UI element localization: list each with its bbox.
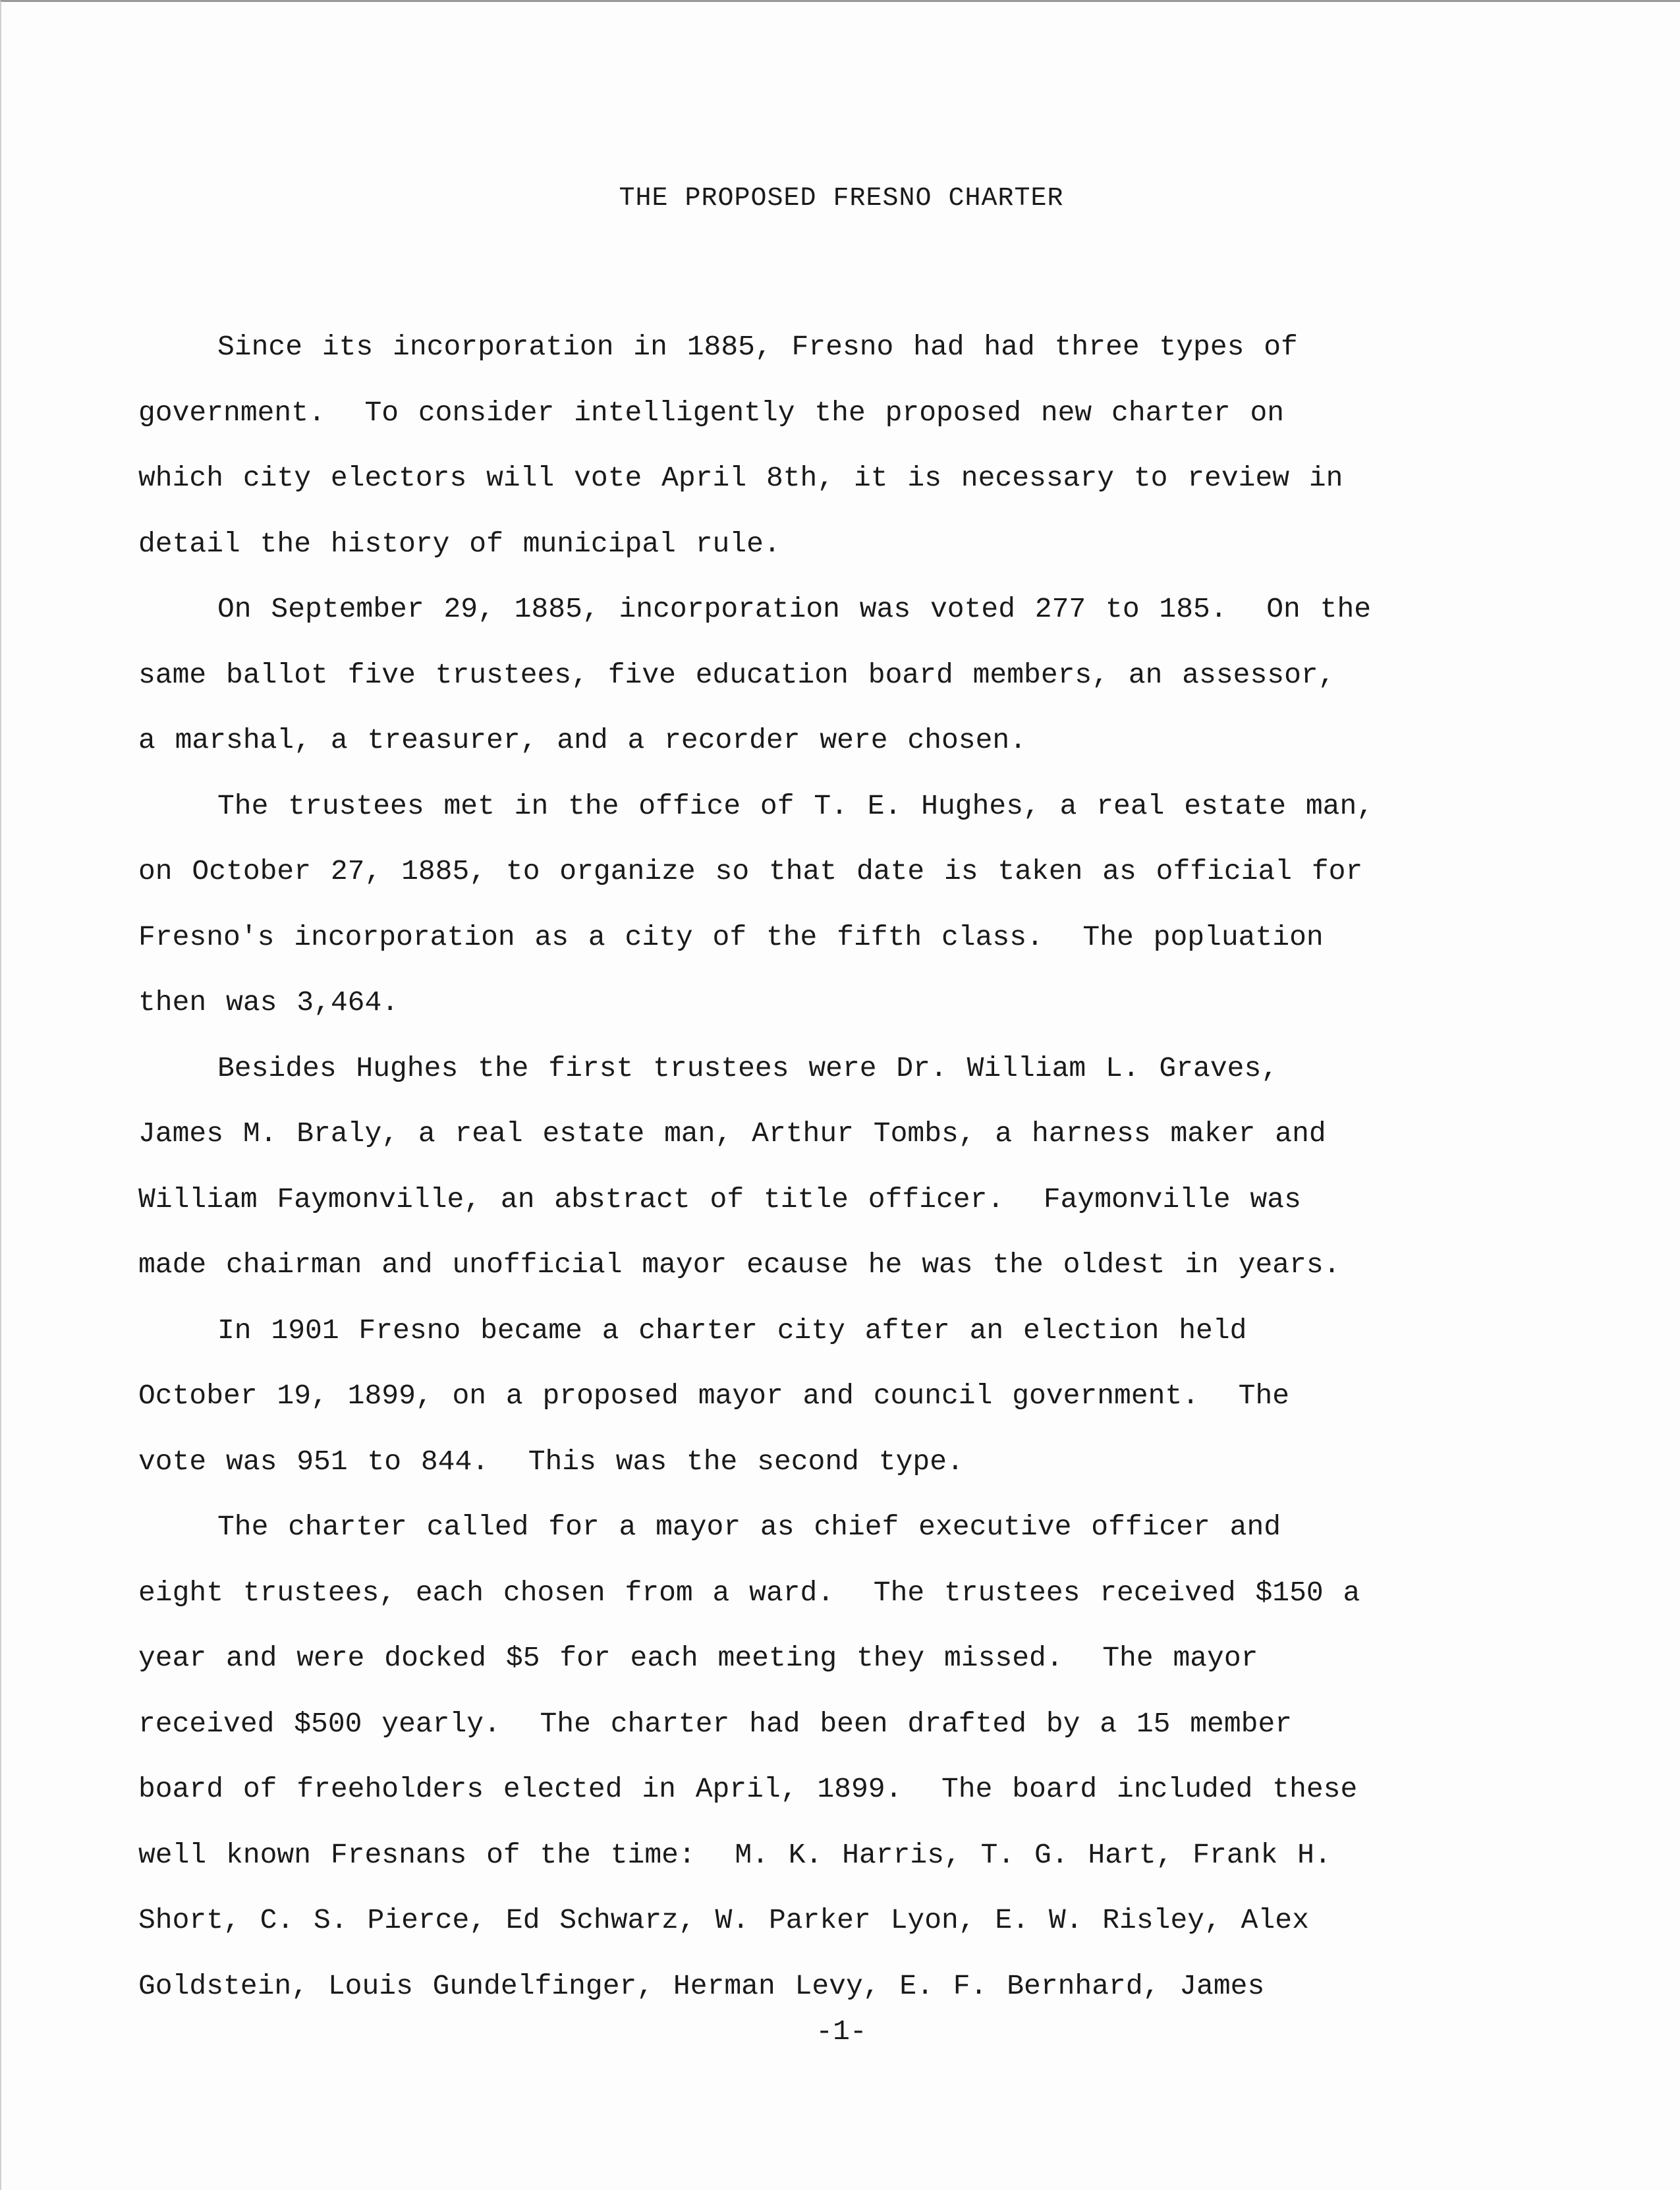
text-line: Since its incorporation in 1885, Fresno had had three types of: [217, 331, 1298, 363]
paragraph-2: [138, 576, 1548, 773]
text-line: detail the history of municipal rule.: [138, 527, 781, 560]
document-body: [138, 314, 1548, 2019]
text-line: received $500 yearly. The charter had been drafted by a 15 member: [138, 1707, 1293, 1740]
text-line: The charter called for a mayor as chief executive officer and: [217, 1511, 1281, 1543]
text-line: government. To consider intelligently the proposed new charter on: [138, 396, 1285, 429]
text-line: On September 29, 1885, incorporation was voted 277 to 185. On the: [217, 593, 1372, 625]
text-line: Goldstein, Louis Gundelfinger, Herman Levy, E. F. Bernhard, James: [138, 1969, 1265, 2002]
paragraph-3: [138, 773, 1548, 1036]
page-number: -1-: [816, 2015, 867, 2048]
text-line: October 19, 1899, on a proposed mayor and council government. The: [138, 1380, 1290, 1412]
text-line: In 1901 Fresno became a charter city after an election held: [217, 1314, 1247, 1347]
text-line: The trustees met in the office of T. E. Hughes, a real estate man,: [217, 789, 1374, 822]
paragraph-1: [138, 314, 1548, 576]
text-line: William Faymonville, an abstract of title officer. Faymonville was: [138, 1183, 1301, 1216]
text-line: made chairman and unofficial mayor ecause he was the oldest in years.: [138, 1249, 1341, 1281]
text-line: Short, C. S. Pierce, Ed Schwarz, W. Parker Lyon, E. W. Risley, Alex: [138, 1904, 1309, 1936]
text-line: same ballot five trustees, five education board members, an assessor,: [138, 658, 1335, 691]
paragraph-6: [138, 1494, 1548, 2019]
text-line: Besides Hughes the first trustees were Dr. William L. Graves,: [217, 1052, 1279, 1084]
text-line: James M. Braly, a real estate man, Arthur Tombs, a harness maker and: [138, 1117, 1326, 1150]
paragraph-5: [138, 1298, 1548, 1495]
text-line: Fresno's incorporation as a city of the fifth class. The popluation: [138, 920, 1324, 953]
document-title: THE PROPOSED FRESNO CHARTER: [619, 184, 1064, 213]
text-line: on October 27, 1885, to organize so that date is taken as official for: [138, 855, 1363, 887]
paragraph-4: [138, 1036, 1548, 1298]
text-line: then was 3,464.: [138, 986, 399, 1019]
text-line: vote was 951 to 844. This was the second type.: [138, 1445, 964, 1478]
text-line: a marshal, a treasurer, and a recorder were chosen.: [138, 724, 1027, 756]
text-line: well known Fresnans of the time: M. K. Harris, T. G. Hart, Frank H.: [138, 1838, 1331, 1871]
text-line: eight trustees, each chosen from a ward. The trustees received $150 a: [138, 1576, 1360, 1609]
text-line: board of freeholders elected in April, 1899. The board included these: [138, 1773, 1358, 1805]
text-line: which city electors will vote April 8th, it is necessary to review in: [138, 462, 1343, 494]
text-line: year and were docked $5 for each meeting they missed. The mayor: [138, 1642, 1258, 1674]
